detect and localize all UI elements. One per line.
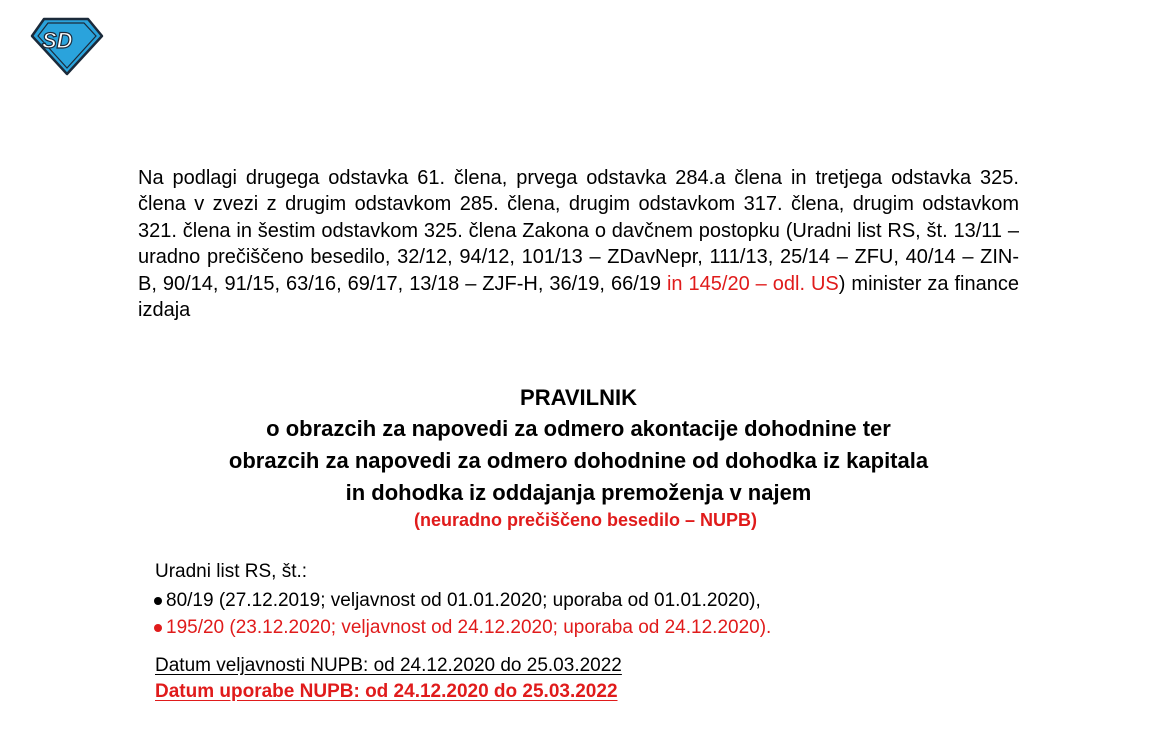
validity-block [155, 653, 622, 705]
bullet-icon [154, 597, 162, 605]
nupb-note: (neuradno prečiščeno besedilo – NUPB) [413, 510, 758, 530]
gazette-item-text: 80/19 (27.12.2019; veljavnost od 01.01.2020; uporaba od 01.01.2020), [166, 590, 761, 611]
gazette-list [140, 587, 771, 641]
usage-date: Datum uporabe NUPB: od 24.12.2020 do 25.03.2022 [155, 681, 618, 702]
intro-text: Na podlagi drugega odstavka 61. člena, prvega odstavka 284.a člena in tretjega odstavka 325. člena v zvezi z drugim odstavkom 285. člena, drugim odstavkom 317. člena, drugim odstavkom 321. člena in šestim odstavkom 325. člena Zakona o davčnem postopku (Uradni list RS, št. 13/11 – uradno prečiščeno besedilo, 32/12, 94/12, 101/13 – ZDavNepr, 111/13, 25/14 – ZFU, 40/14 – ZIN-B, 90/14, 91/15, 63/16, 69/17, 13/18 – ZJF-H, 36/19, 66/19 [138, 167, 1019, 295]
subtitle-line: o obrazcih za napovedi za odmero akontacije dohodnine ter [266, 416, 891, 441]
intro-paragraph [138, 165, 1019, 323]
validity-date: Datum veljavnosti NUPB: od 24.12.2020 do 25.03.2022 [155, 655, 622, 676]
gazette-label: Uradni list RS, št.: [155, 561, 308, 582]
subtitle-line: in dohodka iz oddajanja premoženja v najem [345, 480, 812, 505]
intro-text-end: ) minister za finance izdaja [138, 272, 1019, 322]
gazette-item-text: 195/20 (23.12.2020; veljavnost od 24.12.2020; uporaba od 24.12.2020). [166, 617, 772, 638]
bullet-icon [154, 624, 162, 632]
intro-amendment: in 145/20 – odl. US [666, 272, 839, 295]
document-title: PRAVILNIK [520, 385, 637, 410]
gazette-item [140, 587, 771, 614]
diamond-logo-icon [28, 14, 106, 78]
svg-text:SD: SD [42, 28, 73, 53]
document-subtitle [0, 413, 1157, 509]
subtitle-line: obrazcih za napovedi za odmero dohodnine od dohodka iz kapitala [228, 448, 929, 473]
gazette-item [140, 614, 771, 641]
logo [28, 14, 106, 78]
